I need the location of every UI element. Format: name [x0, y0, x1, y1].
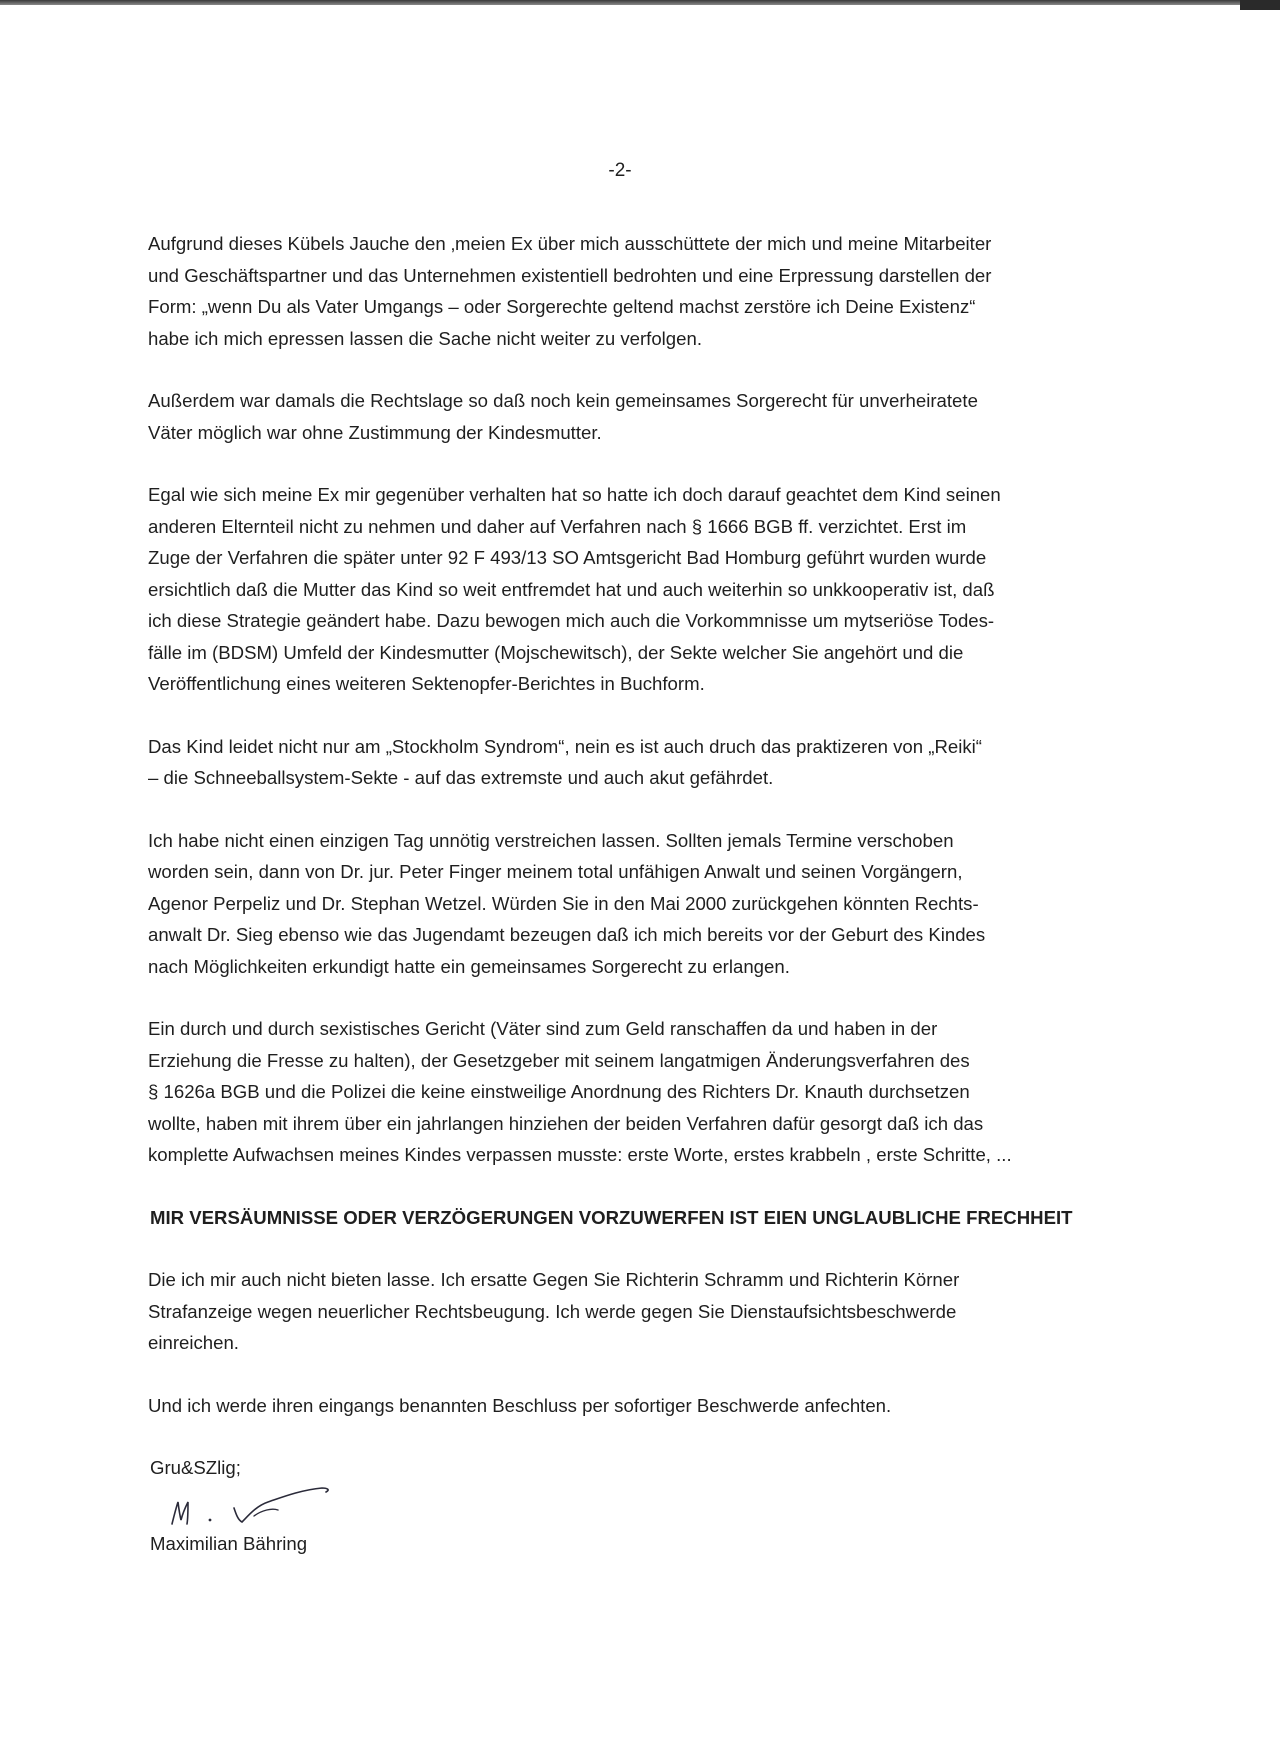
text-line: habe ich mich epressen lassen die Sache nicht weiter zu verfolgen.	[148, 327, 702, 349]
text-line: ich diese Strategie geändert habe. Dazu bewogen mich auch die Vorkommnisse um mytseriöse Todes-	[148, 610, 995, 631]
handwritten-signature	[150, 1480, 390, 1534]
paragraph	[148, 228, 1118, 354]
text-line: Erziehung die Fresse zu halten), der Gesetzgeber mit seinem langatmigen Änderungsverfahren des	[148, 1049, 970, 1071]
text-line: Das Kind leidet nicht nur am „Stockholm Syndrom“, nein es ist auch druch das praktizeren von „Reiki“	[148, 735, 982, 757]
text-line: Aufgrund dieses Kübels Jauche den ‚meien Ex über mich ausschüttete der mich und meine Mitarbeiter	[148, 233, 992, 254]
text-line: nach Möglichkeiten erkundigt hatte ein gemeinsames Sorgerecht zu erlangen.	[148, 955, 790, 977]
paragraph	[148, 731, 1118, 794]
text-line: Und ich werde ihren eingangs benannten Beschluss per sofortiger Beschwerde anfechten.	[148, 1394, 892, 1416]
text-line: einreichen.	[148, 1332, 239, 1353]
text-line: Zuge der Verfahren die später unter 92 F 493/13 SO Amtsgericht Bad Homburg geführt wurden wurde	[148, 547, 987, 568]
paragraph	[148, 1264, 1118, 1359]
scan-corner-mark	[1240, 0, 1280, 10]
text-line: und Geschäftspartner und das Unternehmen existentiell bedrohten und eine Erpressung darstellen der	[148, 264, 992, 286]
text-line: – die Schneeballsystem-Sekte - auf das extremste und auch akut gefährdet.	[148, 767, 774, 788]
text-line: Die ich mir auch nicht bieten lasse. Ich ersatte Gegen Sie Richterin Schramm und Richterin Körner	[148, 1269, 960, 1290]
text-line: fälle im (BDSM) Umfeld der Kindesmutter (Mojschewitsch), der Sekte welcher Sie angehört und die	[148, 641, 964, 663]
text-line: ersichtlich daß die Mutter das Kind so weit entfremdet hat und auch weiterhin so unkkooperativ ist, daß	[148, 578, 995, 600]
paragraph	[148, 1013, 1118, 1171]
text-line: anwalt Dr. Sieg ebenso wie das Jugendamt bezeugen daß ich mich bereits vor der Geburt des Kindes	[148, 924, 986, 945]
signature-block	[150, 1452, 1118, 1559]
text-line: Agenor Perpeliz und Dr. Stephan Wetzel. Würden Sie in den Mai 2000 zurückgehen könnten Rechts-	[148, 892, 979, 914]
text-line: Strafanzeige wegen neuerlicher Rechtsbeugung. Ich werde gegen Sie Dienstaufsichtsbeschwerde	[148, 1300, 957, 1322]
text-line: § 1626a BGB und die Polizei die keine einstweilige Anordnung des Richters Dr. Knauth durchsetzen	[148, 1081, 970, 1102]
letter-body	[148, 228, 1118, 1559]
text-line: Ein durch und durch sexistisches Gericht (Väter sind zum Geld ranschaffen da und haben in der	[148, 1018, 938, 1039]
text-line: Ich habe nicht einen einzigen Tag unnötig verstreichen lassen. Sollten jemals Termine verschoben	[148, 829, 954, 851]
greeting: Gru&SZlig;	[150, 1457, 241, 1478]
bold-heading: MIR VERSÄUMNISSE ODER VERZÖGERUNGEN VORZUWERFEN IST EIEN UNGLAUBLICHE FRECHHEIT	[150, 1206, 1073, 1228]
page-number: -2-	[608, 160, 632, 181]
text-line: anderen Elternteil nicht zu nehmen und daher auf Verfahren nach § 1666 BGB ff. verzichtet. Erst im	[148, 515, 967, 537]
closing-paragraphs	[148, 1264, 1118, 1421]
text-line: Väter möglich war ohne Zustimmung der Kindesmutter.	[148, 421, 602, 443]
paragraph	[148, 385, 1118, 448]
signer-name: Maximilian Bähring	[150, 1532, 308, 1554]
text-line: Egal wie sich meine Ex mir gegenüber verhalten hat so hatte ich doch darauf geachtet dem Kind seinen	[148, 484, 1001, 505]
text-line: komplette Aufwachsen meines Kindes verpassen musste: erste Worte, erstes krabbeln , erste Schritte, ...	[148, 1144, 1012, 1165]
paragraph	[148, 479, 1118, 700]
scan-top-edge	[0, 0, 1280, 5]
text-line: Veröffentlichung eines weiteren Sektenopfer-Berichtes in Buchform.	[148, 673, 705, 694]
text-line: Form: „wenn Du als Vater Umgangs – oder Sorgerechte geltend machst zerstöre ich Deine Existenz“	[148, 296, 976, 317]
text-line: Außerdem war damals die Rechtslage so daß noch kein gemeinsames Sorgerecht für unverheiratete	[148, 390, 978, 411]
text-line: worden sein, dann von Dr. jur. Peter Finger meinem total unfähigen Anwalt und seinen Vorgängern,	[148, 861, 963, 882]
paragraph	[148, 1390, 1118, 1422]
body-paragraphs	[148, 228, 1118, 1171]
paragraph	[148, 825, 1118, 983]
text-line: wollte, haben mit ihrem über ein jahrlangen hinziehen der beiden Verfahren dafür gesorgt daß ich das	[148, 1112, 984, 1134]
